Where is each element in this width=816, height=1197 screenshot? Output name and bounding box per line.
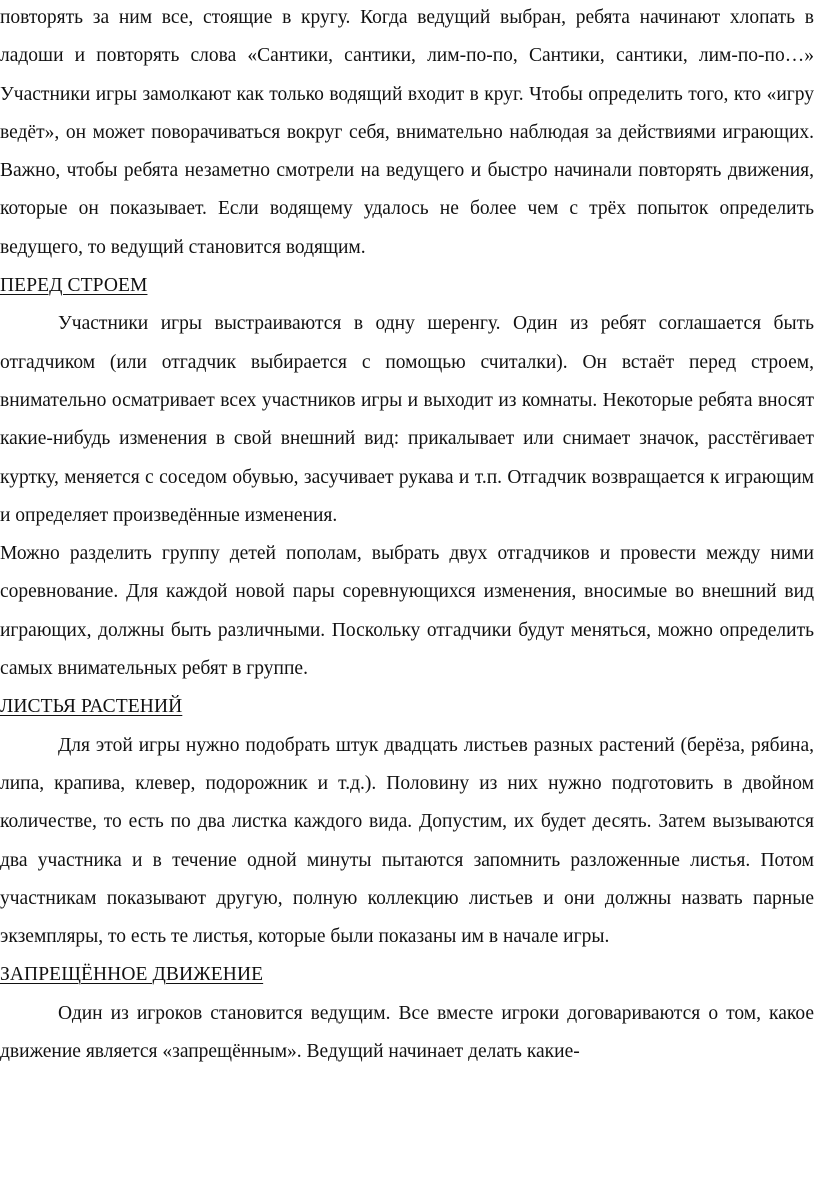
continuation-paragraph: повторять за ним все, стоящие в кругу. Когда ведущий выбран, ребята начинают хлопать в ладоши и повторять слова «Сантики, сантики, лим-по-по, Сантики, сантики, лим-по-по…» Участники игры замолкают как только водящий входит в круг. Чтобы определить того, кто «игру ведёт», он может поворачиваться вокруг себя, внимательно наблюдая за действиями играющих. Важно, чтобы ребята незаметно смотрели на ведущего и быстро начинали повторять движения, которые он показывает. Если водящему удалось не более чем с трёх попыток определить ведущего, то ведущий становится водящим.: [0, 7, 814, 258]
section-heading-zapreshchennoe-dvizhenie: ЗАПРЕЩЁННОЕ ДВИЖЕНИЕ: [0, 964, 264, 986]
section-paragraph: Участники игры выстраиваются в одну шеренгу. Один из ребят соглашается быть отгадчиком (или отгадчик выбирается с помощью считалки). Он встаёт перед строем, внимательно осматривает всех участников игры и выходит из комнаты. Некоторые ребята вносят какие-нибудь изменения в свой внешний вид: прикалывает или снимает значок, расстёгивает куртку, меняется с соседом обувью, засучивает рукава и т.п. Отгадчик возвращается к играющим и определяет произведённые изменения.: [0, 313, 814, 526]
section-paragraph: Один из игроков становится ведущим. Все вместе игроки договариваются о том, какое движение является «запрещённым». Ведущий начинает делать какие-: [0, 1002, 814, 1063]
section-heading-pered-stroem: ПЕРЕД СТРОЕМ: [0, 275, 148, 297]
section-paragraph: Для этой игры нужно подобрать штук двадцать листьев разных растений (берёза, рябина, липа, крапива, клевер, подорожник и т.д.). Половину из них нужно подготовить в двойном количестве, то есть по два листка каждого вида. Допустим, их будет десять. Затем вызываются два участника и в течение одной минуты пытаются запомнить разложенные листья. Потом участникам показывают другую, полную коллекцию листьев и они должны назвать парные экземпляры, то есть те листья, которые были показаны им в начале игры.: [0, 734, 814, 948]
section-heading-listya-rasteniy: ЛИСТЬЯ РАСТЕНИЙ: [0, 696, 183, 718]
section-paragraph: Можно разделить группу детей пополам, выбрать двух отгадчиков и провести между ними соревнование. Для каждой новой пары соревнующихся изменения, вносимые во внешний вид играющих, должны быть различными. Поскольку отгадчики будут меняться, можно определить самых внимательных ребят в группе.: [0, 543, 814, 680]
